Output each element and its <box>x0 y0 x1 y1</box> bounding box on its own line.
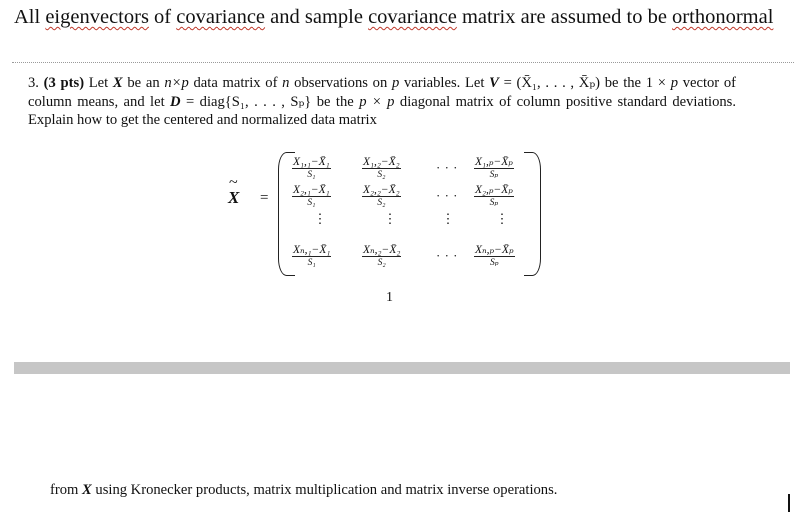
matrix-entry <box>474 184 514 209</box>
matrix-lhs <box>228 174 240 208</box>
problem-text: Let <box>84 75 113 91</box>
matrix-lhs-symbol: X <box>228 188 240 207</box>
entry-denominator: S₂ <box>377 198 386 208</box>
matrix-entry <box>292 244 331 269</box>
right-parenthesis <box>524 152 541 276</box>
vertical-ellipsis: ⋮ <box>441 211 455 226</box>
entry-numerator: Xₙ,ₚ−X̄ₚ <box>475 244 514 256</box>
problem-text: vector of column means, and let <box>28 75 737 110</box>
horizontal-ellipsis: · · · <box>436 248 458 263</box>
continuation-text <box>50 482 557 499</box>
matrix-entry <box>292 184 331 209</box>
matrix-entry <box>474 244 515 269</box>
entry-numerator: X₁,₂−X̄₂ <box>363 156 400 168</box>
page-break-bar <box>14 362 790 374</box>
footer-text: using Kronecker products, matrix multiplication and matrix inverse operations. <box>91 482 558 498</box>
math-pxp: p × p <box>359 93 395 110</box>
page-number: 1 <box>386 290 393 305</box>
entry-denominator: Sₚ <box>489 198 499 208</box>
math-X: X <box>82 482 92 498</box>
problem-text: be the <box>311 93 360 110</box>
entry-denominator: S₁ <box>307 198 316 208</box>
matrix-entry <box>362 156 401 181</box>
header-note <box>14 2 794 32</box>
problem-statement <box>28 74 736 130</box>
math-V: V <box>489 75 499 91</box>
math-nxp: n×p <box>164 75 189 91</box>
spellcheck-word[interactable]: covariance <box>176 6 266 28</box>
equals-sign: = <box>260 190 269 206</box>
entry-numerator: X₂,₁−X̄₁ <box>293 184 330 196</box>
entry-denominator: S₂ <box>377 170 386 180</box>
horizontal-ellipsis: · · · <box>436 160 458 175</box>
text-cursor <box>788 494 790 512</box>
math-X: X <box>112 75 123 91</box>
entry-numerator: X₂,ₚ−X̄ₚ <box>475 184 513 196</box>
math-V-def: = (X̄₁, . . . , X̄ₚ) <box>498 75 601 91</box>
matrix-entry <box>474 156 514 181</box>
header-text: of <box>148 6 177 28</box>
dotted-separator <box>12 62 794 63</box>
entry-denominator: S₁ <box>307 170 316 180</box>
matrix-entry <box>362 244 401 269</box>
math-n: n <box>282 75 290 91</box>
matrix-entry <box>362 184 401 209</box>
problem-number: 3. <box>28 75 39 91</box>
entry-numerator: X₂,₂−X̄₂ <box>363 184 400 196</box>
entry-numerator: Xₙ,₁−X̄₁ <box>293 244 331 256</box>
vertical-ellipsis: ⋮ <box>383 211 397 226</box>
header-text: matrix are assumed to be <box>456 6 673 28</box>
spellcheck-word[interactable]: orthonormal <box>672 6 774 28</box>
entry-denominator: S₁ <box>307 258 316 268</box>
normalized-matrix <box>228 150 558 280</box>
problem-points: (3 pts) <box>43 75 85 91</box>
problem-text: be the 1 × <box>600 75 671 91</box>
vertical-ellipsis: ⋮ <box>495 211 509 226</box>
entry-denominator: S₂ <box>377 258 386 268</box>
math-p: p <box>670 75 678 91</box>
math-D-def: = diag{S₁, . . . , Sₚ} <box>180 93 312 110</box>
tilde-accent: ~ <box>229 174 238 191</box>
problem-text: be an <box>122 75 165 91</box>
matrix-entry <box>292 156 331 181</box>
entry-numerator: X₁,ₚ−X̄ₚ <box>475 156 513 168</box>
problem-text: variables. Let <box>399 75 490 91</box>
spellcheck-word[interactable]: eigenvectors <box>45 6 149 28</box>
header-text: All <box>14 6 46 28</box>
problem-text: data matrix of <box>188 75 283 91</box>
problem-text: observations on <box>289 75 392 91</box>
footer-text: from <box>50 482 83 498</box>
math-D: D <box>170 93 181 110</box>
header-text: and sample <box>265 6 369 28</box>
vertical-ellipsis: ⋮ <box>313 211 327 226</box>
entry-numerator: X₁,₁−X̄₁ <box>293 156 330 168</box>
entry-numerator: Xₙ,₂−X̄₂ <box>363 244 401 256</box>
math-p: p <box>391 75 400 91</box>
horizontal-ellipsis: · · · <box>436 188 458 203</box>
entry-denominator: Sₚ <box>489 170 499 180</box>
problem-text: diagonal matrix of column positive standard deviations. Explain how to get the centered and normalized data matrix <box>28 93 736 129</box>
spellcheck-word[interactable]: covariance <box>368 6 457 28</box>
entry-denominator: Sₚ <box>489 258 499 268</box>
